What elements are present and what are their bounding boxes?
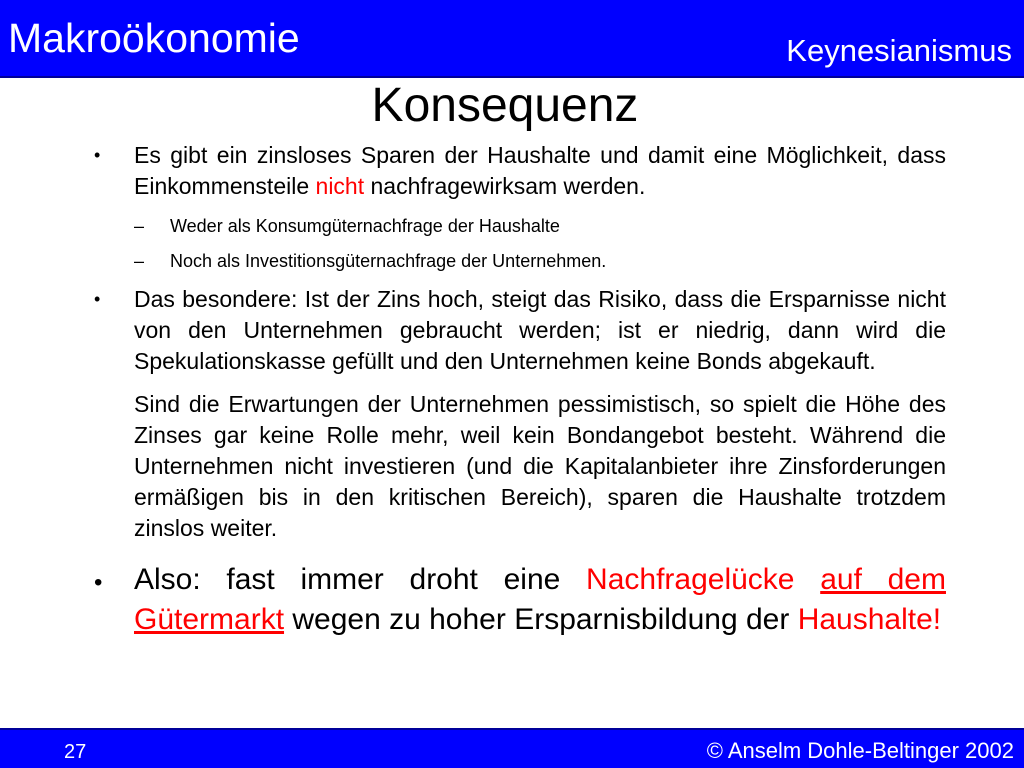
spacer-text [794, 563, 820, 596]
page-number: 27 [64, 741, 87, 763]
bullet-text: wegen zu hoher Ersparnisbildung der [284, 603, 798, 636]
sub-item-text: Noch als Investitionsgüternachfrage der Unternehmen. [170, 251, 607, 271]
bullet-text: Also: fast immer droht eine [134, 563, 587, 596]
bullet-item-1 [90, 140, 946, 202]
highlighted-word: nicht [315, 173, 365, 199]
dash-icon: – [134, 216, 145, 236]
continuation-paragraph: Sind die Erwartungen der Unternehmen pessimistisch, so spielt die Höhe des Zinses gar keine Rolle mehr, weil kein Bondangebot besteht. Während die Unternehmen nicht investieren (und die Kapitalanbieter ihre Zinsforderungen ermäßigen bis in den kritischen Bereich), sparen die Haushalte trotzdem zinslos weiter. [134, 391, 946, 541]
highlighted-term: Nachfragelücke [586, 563, 795, 596]
sub-item-2 [90, 249, 946, 274]
bullet-icon: • [94, 145, 101, 165]
slide-heading: Konsequenz [371, 79, 639, 132]
underlined-term: auf dem Gütermarkt [134, 563, 946, 636]
course-title: Makroökonomie [8, 15, 300, 61]
bullet-item-2 [90, 284, 946, 377]
bullet-text: Das besondere: Ist der Zins hoch, steigt das Risiko, dass die Ersparnisse nicht von den Unternehmen gebraucht werden; ist er niedrig, dann wird die Spekulationskasse gefüllt und den Unternehmen keine Bonds abgekauft. [134, 286, 946, 374]
bullet-text: Es gibt ein zinsloses Sparen der Haushalte und damit eine Möglichkeit, dass Einkommensteile [134, 142, 946, 199]
bullet-icon: • [94, 569, 103, 596]
chapter-title: Keynesianismus [786, 33, 1012, 68]
slide-content [90, 140, 946, 652]
highlighted-word: Haushalte! [797, 603, 942, 636]
sub-item-text: Weder als Konsumgüternachfrage der Haushalte [170, 216, 560, 236]
sub-item-1 [90, 214, 946, 239]
copyright-notice: © Anselm Dohle-Beltinger 2002 [706, 738, 1014, 763]
bullet-icon: • [94, 289, 101, 309]
dash-icon: – [134, 251, 145, 271]
bullet-text: nachfragewirksam werden. [364, 173, 646, 199]
bullet-item-3 [90, 560, 946, 640]
